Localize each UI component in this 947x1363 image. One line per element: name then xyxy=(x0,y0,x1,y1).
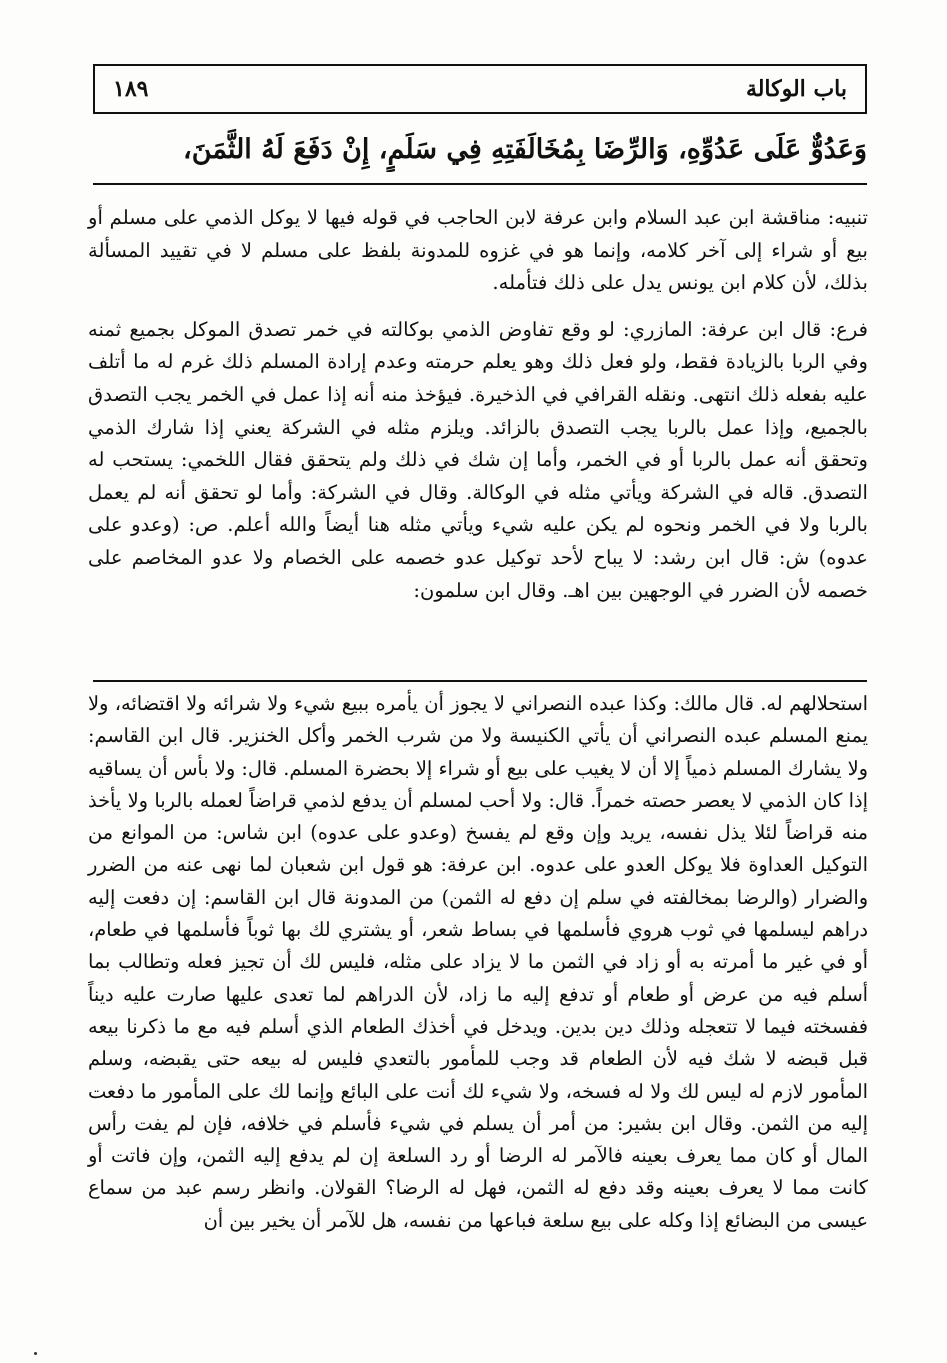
lower-divider xyxy=(93,680,867,682)
far-paragraph: فرع: قال ابن عرفة: المازري: لو وقع تفاوض الذمي بوكالته في خمر تصدق الموكل بجميع ثمنه وفي الربا بالزيادة فقط، ولو فعل ذلك وهو يعلم حرمته وعدم إرادة المسلم ذلك غرم له ما أتلف عليه بفعله ذلك انتهى. ونقله القرافي في الذخيرة. فيؤخذ منه أنه إذا عمل في الخمر يجب التصدق بالجميع، وإذا عمل بالربا يجب التصدق بالزائد. ويلزم مثله في الشركة يعني إذا شارك الذمي وتحقق أنه عمل بالربا أو في الخمر، وأما إن شك في ذلك ولم يتحقق فقال اللخمي: يستحب له التصدق. قاله في الشركة ويأتي مثله في الوكالة. وقال في الشركة: وأما لو تحقق أنه لم يعمل بالربا ولا في الخمر ونحوه لم يكن عليه شيء ويأتي مثله هنا أيضاً والله أعلم. ص: (وعدو على عدوه) ش: قال ابن رشد: لا يباح لأحد توكيل عدو خصمه على الخصام ولا عدو المخاصم على خصمه لأن الضرر في الوجهين بين اهـ. وقال ابن سلمون: xyxy=(88,317,868,602)
matn-text: وَعَدُوٌّ عَلَى عَدُوِّهِ، وَالرِّضَا بِمُخَالَفَتِهِ فِي سَلَمٍ، إِنْ دَفَعَ لَهُ الثَّمَنَ، xyxy=(183,134,867,165)
chapter-title: باب الوكالة xyxy=(745,76,847,102)
page-header xyxy=(93,64,867,114)
upper-divider xyxy=(93,183,867,185)
tanbih-paragraph: تنبيه: مناقشة ابن عبد السلام وابن عرفة لابن الحاجب في قوله فيها لا يوكل الذمي على مسلم أو بيع أو شراء إلى آخر كلامه، وإنما هو في غزوه للمدونة بلفظ على مسلم لا في تقييد المسألة بذلك، لأن كلام ابن يونس يدل على ذلك فتأمله. xyxy=(88,206,868,295)
page-number: ١٨٩ xyxy=(113,76,149,102)
scan-speck xyxy=(34,1352,37,1355)
commentary-paragraph: استحلالهم له. قال مالك: وكذا عبده النصراني لا يجوز أن يأمره ببيع شيء ولا شرائه ولا اقتضائه، ولا يمنع المسلم عبده النصراني أن يأتي الكنيسة ولا من شرب الخمر وأكل الخنزير. قال ابن القاسم: ولا يشارك المسلم ذمياً إلا أن لا يغيب على بيع أو شراء إلا بحضرة المسلم. قال: ولا بأس أن يساقيه إذا كان الذمي لا يعصر حصته خمراً. قال: ولا أحب لمسلم أن يدفع لذمي قراضاً لعمله بالربا ولا يأخذ منه قراضاً لئلا يذل نفسه، يريد وإن وقع لم يفسخ (وعدو على عدوه) ابن شاس: من الموانع من التوكيل العداوة فلا يوكل العدو على عدوه. ابن عرفة: هو قول ابن شعبان لما نهى عنه من الضرر والضرار (والرضا بمخالفته في سلم إن دفع له الثمن) من المدونة قال ابن القاسم: إن دفعت إليه دراهم ليسلمها في ثوب هروي فأسلمها في بساط شعر، أو يشتري لك بها ثوباً فأسلمها في طعام، أو في غير ما أمرته به أو زاد في الثمن ما لا يزاد على مثله، فليس لك أن تجيز فعله وتطالب بما أسلم فيه من عرض أو طعام أو تدفع إليه ما زاد، لأن الدراهم لما تعدى عليها صارت عليه ديناً ففسخته فيما لا تتعجله وذلك دين بدين. ويدخل في أخذك الطعام الذي أسلم فيه مع ما ذكرنا بيعه قبل قبضه لا شك فيه لأن الطعام قد وجب للمأمور بالتعدي فليس له بيعه حتى يقبضه، وسلم المأمور لازم له ليس لك ولا له فسخه، ولا شيء لك أنت على البائع وإنما لك على المأمور ما دفعت إليه من الثمن. وقال ابن بشير: من أمر أن يسلم في شيء فأسلم في خلافه، فإن لم يفت رأس المال أو كان مما يعرف بعينه فالآمر له الرضا أو رد السلعة إن لم يدفع إليه الثمن، وإن فاتت أو كانت مما لا يعرف بعينه وقد دفع له الثمن، فهل له الرضا؟ القولان. وانظر رسم عبد من سماع عيسى من البضائع إذا وكله على بيع سلعة فباعها من نفسه، هل للآمر أن يخير بين أن xyxy=(88,692,868,1232)
upper-commentary xyxy=(88,202,868,607)
lower-commentary xyxy=(88,688,868,1237)
